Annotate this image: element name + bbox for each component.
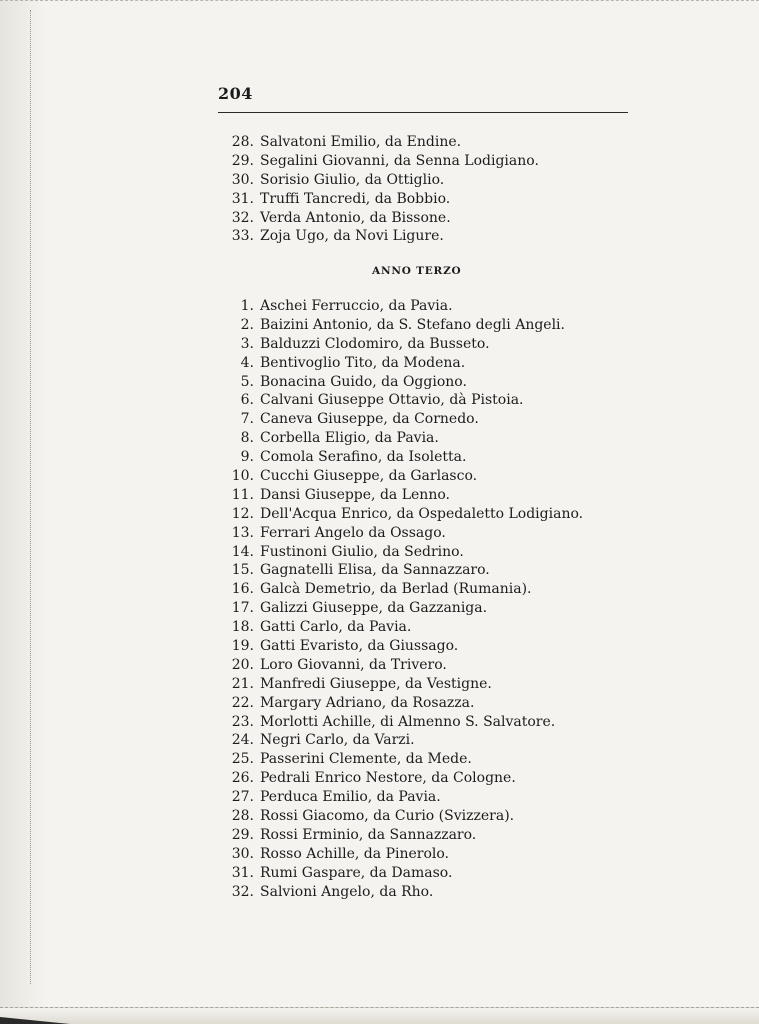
entry-text: Segalini Giovanni, da Senna Lodigiano. [260, 152, 539, 169]
list-entry [224, 750, 583, 769]
entry-text: Passerini Clemente, da Mede. [260, 751, 472, 768]
entry-text: Manfredi Giuseppe, da Vestigne. [260, 675, 492, 692]
list-entry [224, 637, 583, 656]
list-entry [224, 731, 583, 750]
entry-number: 10. [231, 468, 254, 485]
list-entry [224, 354, 583, 373]
entry-text: Sorisio Giulio, da Ottiglio. [260, 171, 445, 188]
list-entry [224, 505, 583, 524]
list-entry [224, 410, 583, 429]
entry-number: 3. [240, 335, 254, 352]
entry-text: Baizini Antonio, da S. Stefano degli Angeli. [260, 316, 565, 333]
list-entry [224, 713, 583, 732]
list-entry [224, 467, 583, 486]
list-entry [224, 429, 583, 448]
entry-text: Calvani Giuseppe Ottavio, dà Pistoia. [260, 392, 524, 409]
entry-text: Corbella Eligio, da Pavia. [260, 430, 439, 447]
entry-text: Salvioni Angelo, da Rho. [260, 883, 434, 900]
list-entry [224, 769, 583, 788]
entry-number: 29. [231, 152, 254, 169]
list-entry [224, 580, 583, 599]
list-entry [224, 807, 583, 826]
list-entry [224, 561, 583, 580]
list-entry [224, 297, 583, 316]
entry-text: Pedrali Enrico Nestore, da Cologne. [260, 770, 516, 787]
entry-number: 27. [231, 789, 254, 806]
list-entry [224, 209, 539, 228]
entry-number: 30. [231, 845, 254, 862]
entry-text: Rossi Erminio, da Sannazzaro. [260, 826, 477, 843]
binding-perforation [30, 10, 33, 984]
entry-number: 13. [231, 524, 254, 541]
entry-number: 28. [231, 134, 254, 150]
entry-number: 2. [240, 316, 254, 333]
list-entry [224, 788, 583, 807]
list-entry [224, 316, 583, 335]
list-entry [224, 133, 539, 152]
entry-text: Gatti Evaristo, da Giussago. [260, 638, 459, 655]
entry-text: Balduzzi Clodomiro, da Busseto. [260, 335, 490, 352]
list-entry [224, 171, 539, 190]
list-entry [224, 227, 539, 246]
list-entry [224, 826, 583, 845]
entry-number: 7. [240, 411, 254, 428]
page-number: 204 [218, 84, 253, 103]
entry-text: Dansi Giuseppe, da Lenno. [260, 486, 450, 503]
student-list-anno-terzo [224, 297, 583, 902]
entry-text: Rossi Giacomo, da Curio (Svizzera). [260, 808, 515, 825]
entry-text: Caneva Giuseppe, da Cornedo. [260, 411, 479, 428]
entry-number: 15. [231, 562, 254, 579]
list-entry [224, 883, 583, 902]
entry-text: Fustinoni Giulio, da Sedrino. [260, 543, 464, 560]
entry-number: 33. [231, 228, 254, 245]
entry-text: Morlotti Achille, di Almenno S. Salvatore. [260, 713, 556, 730]
page-edge [0, 0, 46, 1024]
entry-number: 20. [231, 656, 254, 673]
entry-text: Salvatoni Emilio, da Endine. [260, 134, 462, 150]
entry-number: 31. [231, 190, 254, 207]
entry-text: Galcà Demetrio, da Berlad (Rumania). [260, 581, 532, 598]
entry-text: Verda Antonio, da Bissone. [260, 209, 451, 226]
entry-number: 5. [240, 373, 254, 390]
entry-text: Aschei Ferruccio, da Pavia. [260, 298, 453, 314]
entry-number: 18. [231, 619, 254, 636]
list-entry [224, 694, 583, 713]
list-entry [224, 675, 583, 694]
list-entry [224, 864, 583, 883]
list-entry [224, 335, 583, 354]
entry-number: 23. [231, 713, 254, 730]
list-entry [224, 373, 583, 392]
entry-number: 22. [231, 694, 254, 711]
bottom-edge [0, 1007, 759, 1024]
section-heading: ANNO TERZO [372, 265, 462, 277]
entry-text: Truffi Tancredi, da Bobbio. [260, 190, 451, 207]
entry-number: 31. [231, 864, 254, 881]
list-entry [224, 486, 583, 505]
entry-number: 17. [231, 600, 254, 617]
entry-number: 12. [231, 505, 254, 522]
list-entry [224, 543, 583, 562]
entry-text: Comola Serafino, da Isoletta. [260, 449, 467, 466]
entry-number: 4. [240, 354, 254, 371]
entry-text: Rosso Achille, da Pinerolo. [260, 845, 449, 862]
entry-text: Margary Adriano, da Rosazza. [260, 694, 475, 711]
list-entry [224, 656, 583, 675]
list-entry [224, 190, 539, 209]
entry-text: Gatti Carlo, da Pavia. [260, 619, 412, 636]
entry-number: 28. [231, 808, 254, 825]
list-entry [224, 524, 583, 543]
header-rule [218, 112, 628, 113]
entry-number: 1. [240, 298, 254, 314]
student-list-previous-year [224, 133, 539, 246]
entry-number: 21. [231, 675, 254, 692]
entry-number: 11. [231, 486, 254, 503]
entry-text: Perduca Emilio, da Pavia. [260, 789, 441, 806]
entry-number: 8. [240, 430, 254, 447]
entry-text: Galizzi Giuseppe, da Gazzaniga. [260, 600, 488, 617]
list-entry [224, 448, 583, 467]
entry-number: 32. [231, 883, 254, 900]
list-entry [224, 845, 583, 864]
entry-text: Dell'Acqua Enrico, da Ospedaletto Lodigiano. [260, 505, 584, 522]
entry-number: 30. [231, 171, 254, 188]
entry-number: 16. [231, 581, 254, 598]
entry-text: Zoja Ugo, da Novi Ligure. [260, 228, 444, 245]
entry-number: 32. [231, 209, 254, 226]
entry-number: 29. [231, 826, 254, 843]
list-entry [224, 391, 583, 410]
list-entry [224, 152, 539, 171]
top-edge [0, 0, 759, 9]
entry-number: 14. [231, 543, 254, 560]
entry-number: 26. [231, 770, 254, 787]
entry-text: Rumi Gaspare, da Damaso. [260, 864, 453, 881]
entry-number: 19. [231, 638, 254, 655]
entry-number: 25. [231, 751, 254, 768]
list-entry [224, 618, 583, 637]
entry-text: Ferrari Angelo da Ossago. [260, 524, 446, 541]
entry-text: Bonacina Guido, da Oggiono. [260, 373, 467, 390]
entry-number: 9. [240, 449, 254, 466]
entry-number: 6. [240, 392, 254, 409]
entry-text: Cucchi Giuseppe, da Garlasco. [260, 468, 478, 485]
entry-text: Loro Giovanni, da Trivero. [260, 656, 447, 673]
entry-text: Bentivoglio Tito, da Modena. [260, 354, 466, 371]
entry-text: Gagnatelli Elisa, da Sannazzaro. [260, 562, 490, 579]
list-entry [224, 599, 583, 618]
entry-number: 24. [231, 732, 254, 749]
entry-text: Negri Carlo, da Varzi. [260, 732, 415, 749]
